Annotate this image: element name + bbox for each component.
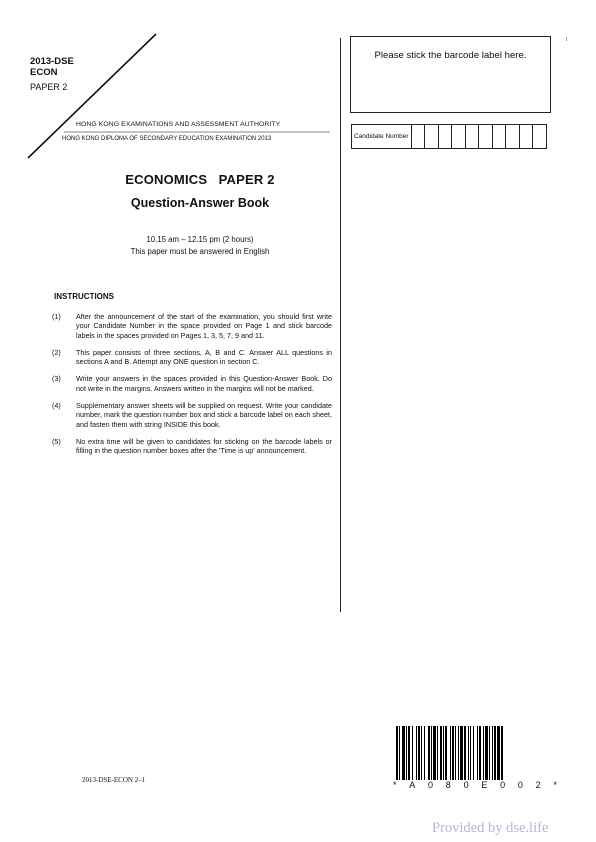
candidate-number-cell[interactable] [493,125,507,148]
instruction-number: (4) [52,401,61,411]
margin-divider [340,38,341,612]
instruction-item [52,437,332,456]
instruction-text: Supplementary answer sheets will be supplied on request. Write your candidate number, mark the question number box and stick a barcode label on each sheet, and fasten them with string INSIDE this book. [76,401,332,429]
instruction-text: After the announcement of the start of the examination, you should first write your Candidate Number in the space provided on Page 1 and stick barcode labels in the spaces provided on Pages 1, 3, 5, 7, 9 and 11. [76,312,332,340]
instruction-item [52,348,332,367]
paper-number: PAPER 2 [30,82,68,92]
barcode-char: * [393,780,397,790]
candidate-number-cell[interactable] [466,125,480,148]
subject-code: ECON [30,67,58,78]
authority-name: HONG KONG EXAMINATIONS AND ASSESSMENT AUTHORITY [76,121,281,128]
barcode-text [393,780,557,790]
instruction-number: (1) [52,312,61,321]
instruction-item [52,401,332,429]
barcode-char: 8 [445,780,451,790]
instruction-text: No extra time will be given to candidates for sticking on the barcode labels or filling in the question number boxes after the 'Time is up' announcement. [76,436,332,456]
candidate-number-cell[interactable] [520,125,534,148]
candidate-number-field[interactable] [351,124,547,149]
barcode-char: 0 [428,780,434,790]
page-code: 2013-DSE-ECON 2–1 [82,776,146,784]
exam-time-block [70,234,330,258]
candidate-number-cell[interactable] [452,125,466,148]
instruction-text: This paper consists of three sections, A, B and C. Answer ALL questions in sections A and B. Attempt any ONE question in section C. [76,347,332,367]
exam-code-block [30,56,74,93]
instruction-number: (5) [52,436,61,446]
page-subtitle: Question-Answer Book [130,196,270,210]
exam-time: 10.15 am – 12.15 pm (2 hours) [146,235,254,244]
page-title: ECONOMICS PAPER 2 [125,172,275,187]
barcode-char: 2 [535,780,541,790]
corner-mark [566,37,567,41]
candidate-number-cell[interactable] [506,125,520,148]
instruction-text: Write your answers in the spaces provided in this Question-Answer Book. Do not write in the margins. Answers written in the margins will not be marked. [76,374,332,393]
instructions-list [52,312,332,464]
barcode-label-box[interactable] [350,36,551,113]
barcode-char: * [553,780,557,790]
candidate-number-label: Candidate Number [352,125,412,148]
provided-by-watermark: Provided by dse.life [432,820,549,836]
barcode-label-prompt: Please stick the barcode label here. [374,50,527,61]
barcode-char: 0 [500,780,506,790]
diploma-name: HONG KONG DIPLOMA OF SECONDARY EDUCATION EXAMINATION 2013 [62,136,272,142]
candidate-number-cell[interactable] [425,125,439,148]
exam-code: 2013-DSE [30,56,74,67]
barcode-char: 0 [463,780,469,790]
candidate-number-cell[interactable] [412,125,426,148]
language-note: This paper must be answered in English [130,247,270,256]
candidate-number-cell[interactable] [439,125,453,148]
instruction-item [52,312,332,340]
barcode-char: A [409,780,416,790]
instruction-number: (3) [52,374,61,384]
barcode-char: 0 [517,780,523,790]
instructions-heading: INSTRUCTIONS [54,292,114,301]
candidate-number-cell[interactable] [533,125,546,148]
instruction-item [52,374,332,393]
barcode-char: E [481,780,488,790]
barcode-image [396,726,556,780]
candidate-number-cell[interactable] [479,125,493,148]
instruction-number: (2) [52,347,61,357]
